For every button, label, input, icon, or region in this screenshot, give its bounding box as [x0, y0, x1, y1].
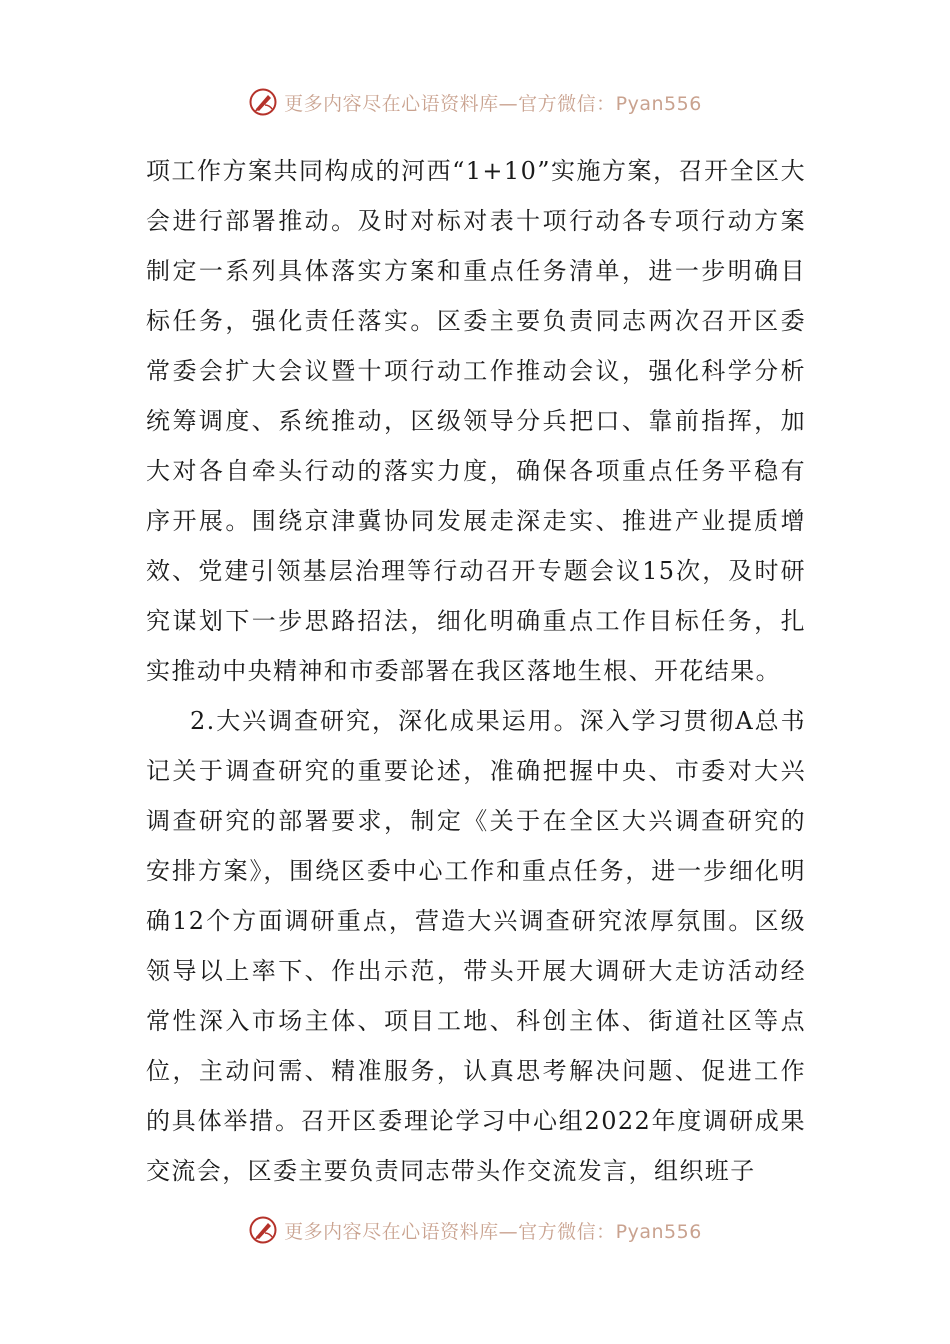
- paragraph-2: 2.大兴调查研究，深化成果运用。深入学习贯彻A总书记关于调查研究的重要论述，准确把握中央、市委对大兴调查研究的部署要求，制定《关于在全区大兴调查研究的安排方案》，围绕区委中心工作和重点任务，进一步细化明确12个方面调研重点，营造大兴调查研究浓厚氛围。区级领导以上率下、作出示范，带头开展大调研大走访活动经常性深入市场主体、项目工地、科创主体、街道社区等点位，主动问需、精准服务，认真思考解决问题、促进工作的具体举措。召开区委理论学习中心组2022年度调研成果交流会，区委主要负责同志带头作交流发言，组织班子: [146, 707, 806, 1185]
- watermark-text: 更多内容尽在心语资料库—官方微信：Pyan556: [284, 1220, 702, 1243]
- paragraph-1: 项工作方案共同构成的河西“1+10”实施方案，召开全区大会进行部署推动。及时对标对表十项行动各专项行动方案制定一系列具体落实方案和重点任务清单，进一步明确目标任务，强化责任落实。区委主要负责同志两次召开区委常委会扩大会议暨十项行动工作推动会议，强化科学分析统筹调度、系统推动，区级领导分兵把口、靠前指挥，加大对各自牵头行动的落实力度，确保各项重点任务平稳有序开展。围绕京津冀协同发展走深走实、推进产业提质增效、党建引领基层治理等行动召开专题会议15次，及时研究谋划下一步思路招法，细化明确重点工作目标任务，扎实推动中央精神和市委部署在我区落地生根、开花结果。: [146, 157, 806, 685]
- document-body: [146, 146, 806, 1196]
- header-watermark: [0, 82, 950, 122]
- pen-logo-icon: [248, 1215, 278, 1245]
- footer-watermark: [0, 1210, 950, 1250]
- pen-logo-icon: [248, 87, 278, 117]
- watermark-text: 更多内容尽在心语资料库—官方微信：Pyan556: [284, 92, 702, 115]
